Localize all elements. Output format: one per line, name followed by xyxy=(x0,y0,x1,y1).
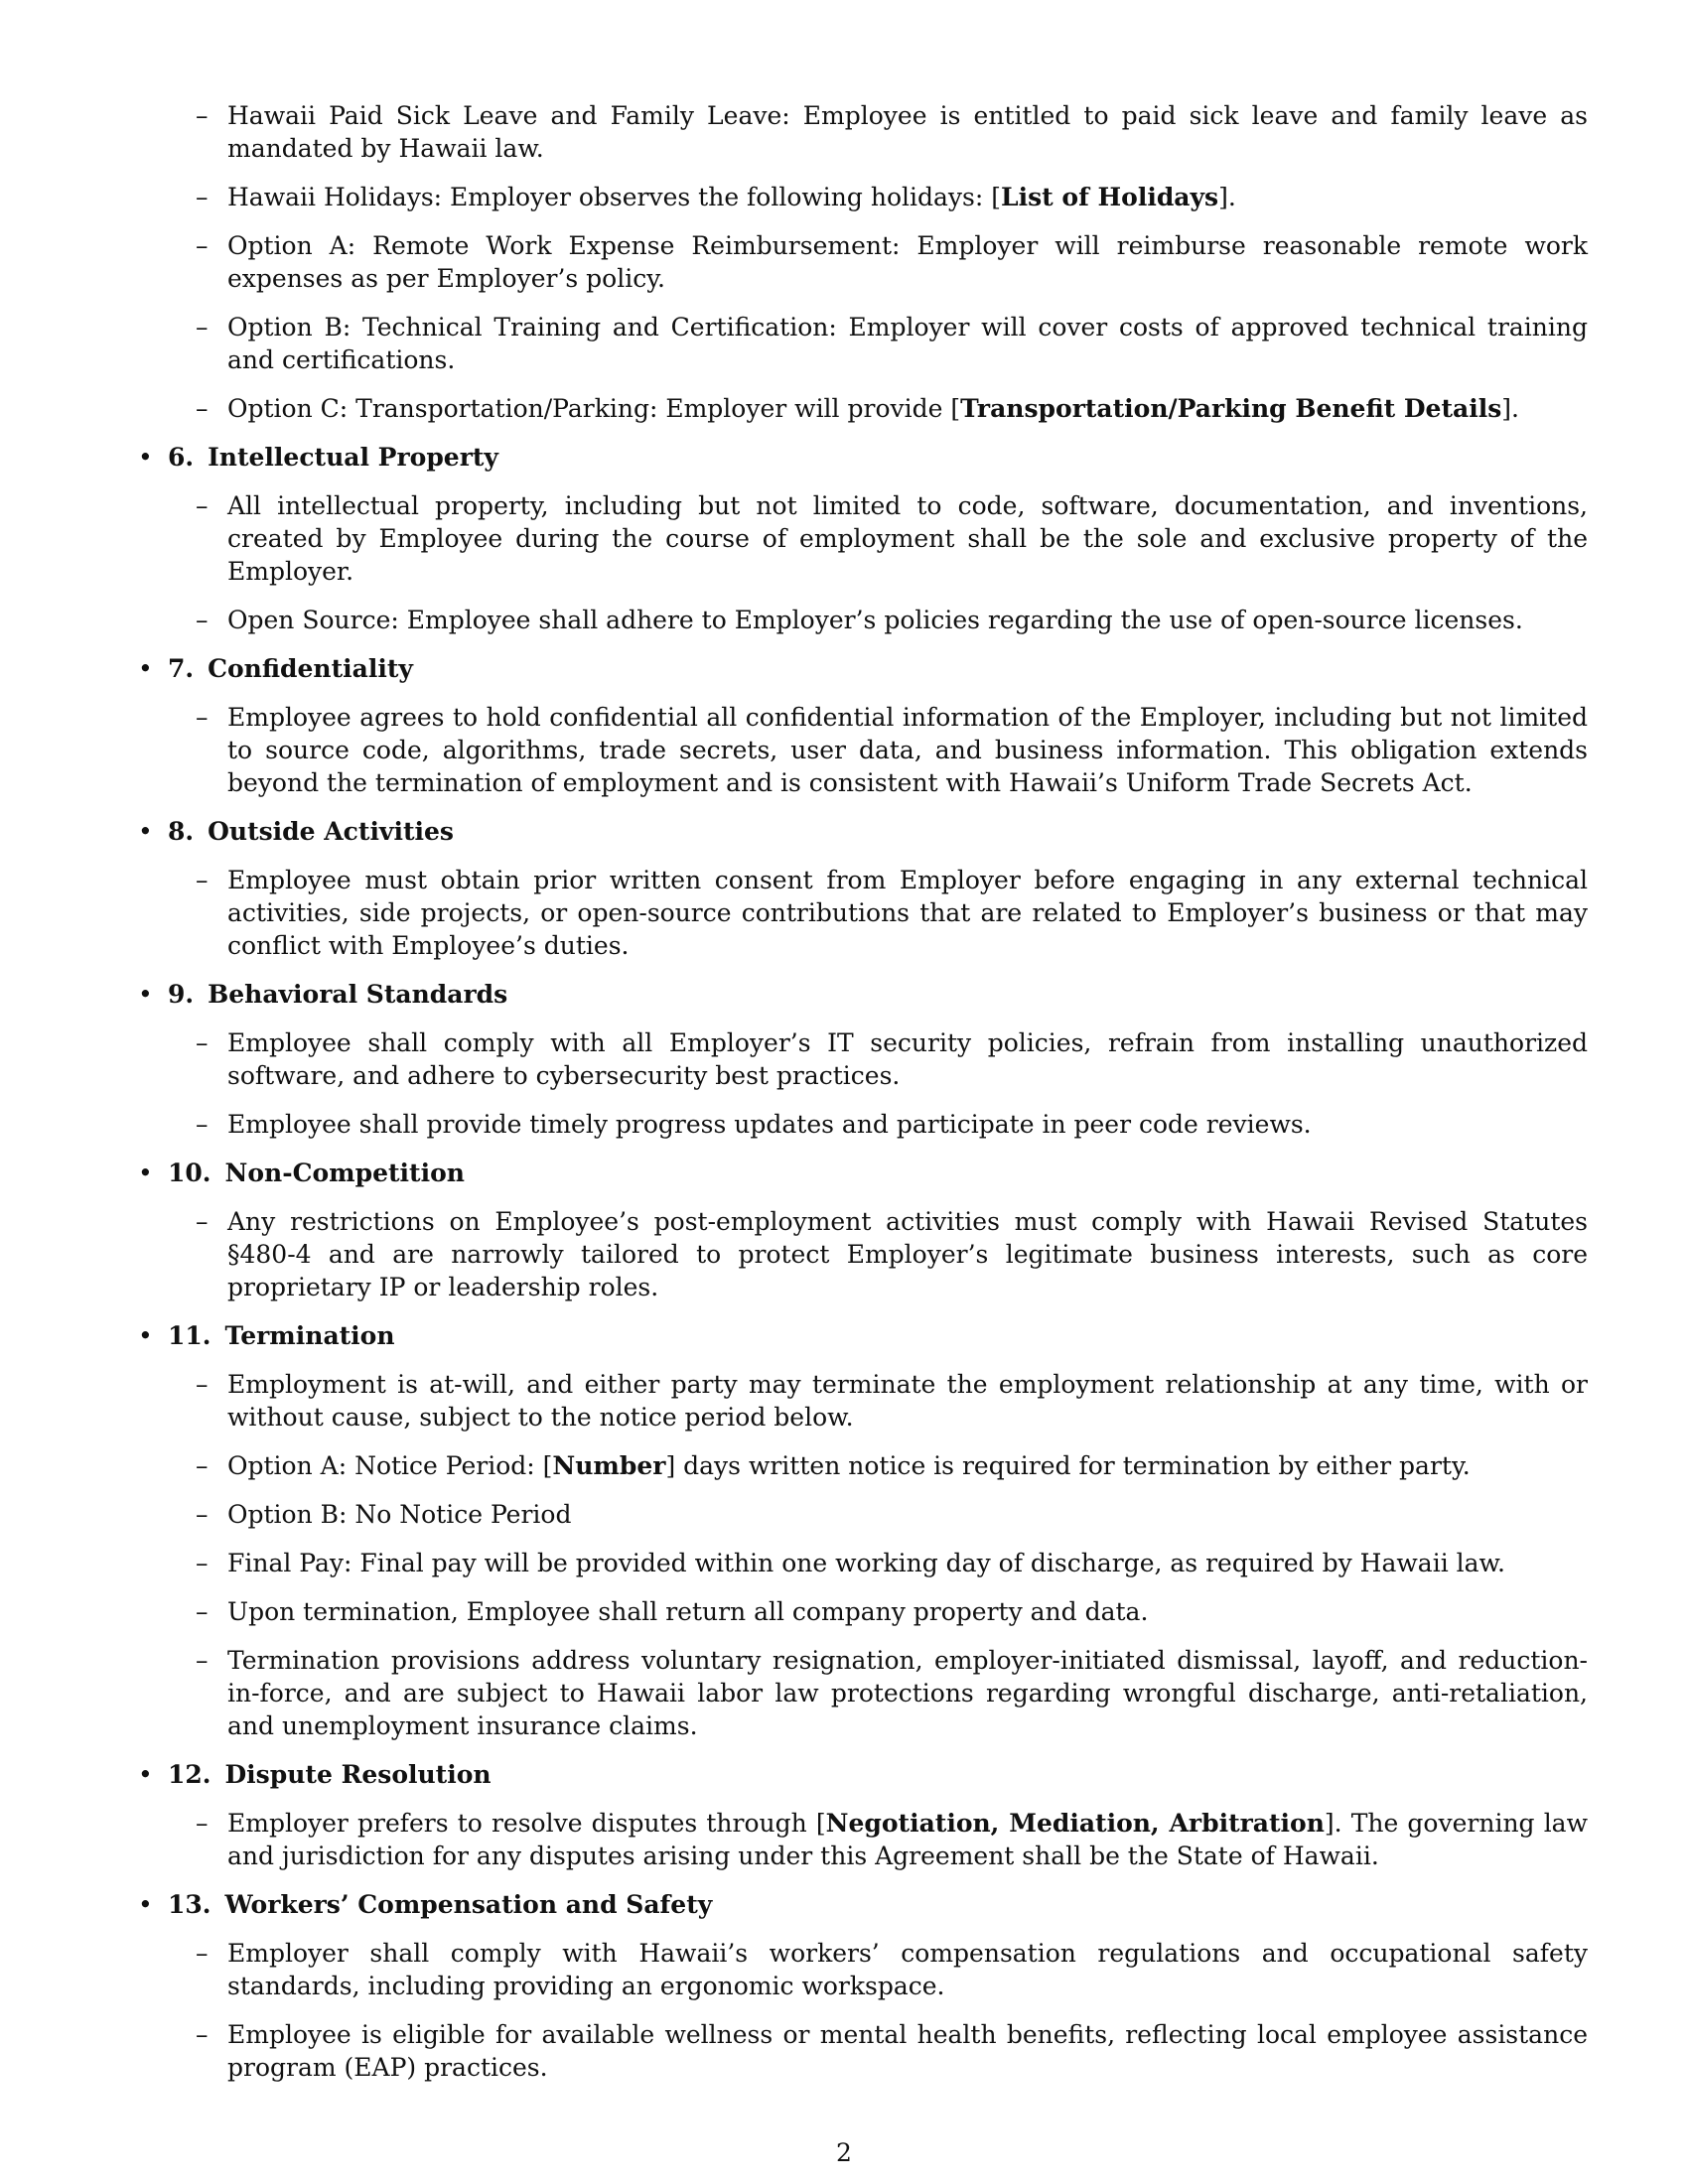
item-text: ]. The governing law and jurisdiction for any disputes arising under this Agreement shall be the State of Hawaii. xyxy=(227,1809,1588,1870)
placeholder-field: Negotiation, Mediation, Arbitration xyxy=(825,1809,1325,1838)
section-heading xyxy=(138,441,1588,474)
dash-icon: – xyxy=(196,491,209,520)
list-item xyxy=(138,1368,1588,1433)
section-number: 13. xyxy=(168,1890,211,1919)
section-title: Workers’ Compensation and Safety xyxy=(224,1890,713,1919)
placeholder-field: List of Holidays xyxy=(1001,183,1219,211)
item-text: Employee is eligible for available wellness or mental health benefits, reflecting local employee assistance program (EAP) practices. xyxy=(227,2020,1588,2082)
list-item xyxy=(138,1498,1588,1531)
item-text: [ xyxy=(950,394,961,423)
dash-icon: – xyxy=(196,1549,209,1577)
dash-icon: – xyxy=(196,606,209,634)
section-title: Non-Competition xyxy=(224,1159,465,1187)
dash-icon: – xyxy=(196,703,209,732)
section-title: Dispute Resolution xyxy=(224,1760,492,1789)
item-text: Option A: Remote Work Expense Reimbursement: Employer will reimburse reasonable remote work expenses as per Employer’s policy. xyxy=(227,231,1588,293)
item-text: Option B: Technical Training and Certification: Employer will cover costs of approved technical training and certifications. xyxy=(227,313,1588,374)
dash-icon: – xyxy=(196,1451,209,1480)
item-text: Hawaii Holidays: Employer observes the following holidays: xyxy=(227,183,992,211)
dash-icon: – xyxy=(196,231,209,260)
item-text: Employee shall provide timely progress updates and participate in peer code reviews. xyxy=(227,1110,1312,1139)
section-number: 7. xyxy=(168,654,195,683)
dash-icon: – xyxy=(196,101,209,130)
item-text: [ xyxy=(542,1451,553,1480)
dash-icon: – xyxy=(196,1110,209,1139)
dash-icon: – xyxy=(196,1370,209,1399)
list-item xyxy=(138,1644,1588,1742)
list-item xyxy=(138,1807,1588,1872)
bullet-icon: • xyxy=(138,1321,153,1350)
bullet-icon: • xyxy=(138,443,153,472)
section-number: 10. xyxy=(168,1159,211,1187)
list-item xyxy=(138,181,1588,213)
section-heading xyxy=(138,1157,1588,1189)
placeholder-field: Transportation/Parking Benefit Details xyxy=(960,394,1502,423)
list-item xyxy=(138,1937,1588,2002)
section-title: Behavioral Standards xyxy=(208,980,508,1009)
section-title: Termination xyxy=(224,1321,395,1350)
item-text: Employee shall comply with all Employer’s IT security policies, refrain from installing unauthorized software, and adhere to cybersecurity best practices. xyxy=(227,1028,1588,1090)
item-text: Any restrictions on Employee’s post-employment activities must comply with Hawaii Revised Statutes §480-4 and are narrowly tailored to protect Employer’s legitimate business interests, such as core proprietary IP or leadership roles. xyxy=(227,1207,1588,1301)
list-item xyxy=(138,604,1588,636)
list-item xyxy=(138,1108,1588,1141)
section-heading xyxy=(138,1888,1588,1921)
document-body xyxy=(138,99,1588,2100)
list-item xyxy=(138,99,1588,165)
bullet-icon: • xyxy=(138,817,153,846)
section-number: 12. xyxy=(168,1760,211,1789)
item-text: Termination provisions address voluntary resignation, employer-initiated dismissal, layoff, and reduction-in-force, and are subject to Hawaii labor law protections regarding wrongful discharge, anti-retaliation, and unemployment insurance claims. xyxy=(227,1646,1588,1740)
item-text: All intellectual property, including but not limited to code, software, documentation, and inventions, created by Employee during the course of employment shall be the sole and exclusive property of the Employer. xyxy=(227,491,1588,586)
section-heading xyxy=(138,1319,1588,1352)
item-text: ]. xyxy=(1218,183,1236,211)
item-text: [ xyxy=(991,183,1001,211)
dash-icon: – xyxy=(196,2020,209,2049)
section-heading xyxy=(138,652,1588,685)
item-text: Option B: No Notice Period xyxy=(227,1500,572,1529)
dash-icon: – xyxy=(196,1500,209,1529)
list-item xyxy=(138,864,1588,962)
list-item xyxy=(138,701,1588,799)
section-heading xyxy=(138,978,1588,1011)
section-title: Intellectual Property xyxy=(208,443,498,472)
list-item xyxy=(138,1205,1588,1303)
list-item xyxy=(138,311,1588,376)
dash-icon: – xyxy=(196,313,209,341)
list-item xyxy=(138,1449,1588,1482)
dash-icon: – xyxy=(196,1207,209,1236)
bullet-icon: • xyxy=(138,1159,153,1187)
item-text: Employer shall comply with Hawaii’s workers’ compensation regulations and occupational safety standards, including providing an ergonomic workspace. xyxy=(227,1939,1588,2000)
item-text: ] days written notice is required for termination by either party. xyxy=(665,1451,1471,1480)
item-text: Hawaii Paid Sick Leave and Family Leave: Employee is entitled to paid sick leave and family leave as mandated by Hawaii law. xyxy=(227,101,1588,163)
bullet-icon: • xyxy=(138,980,153,1009)
list-item xyxy=(138,392,1588,425)
section-number: 6. xyxy=(168,443,195,472)
bullet-icon: • xyxy=(138,654,153,683)
page-number: 2 xyxy=(836,2138,852,2167)
bullet-icon: • xyxy=(138,1890,153,1919)
dash-icon: – xyxy=(196,866,209,894)
dash-icon: – xyxy=(196,183,209,211)
item-text: Employee agrees to hold confidential all confidential information of the Employer, including but not limited to source code, algorithms, trade secrets, user data, and business information. This obligation extends beyond the termination of employment and is consistent with Hawaii’s Uniform Trade Secrets Act. xyxy=(227,703,1588,797)
dash-icon: – xyxy=(196,1597,209,1626)
section-title: Outside Activities xyxy=(208,817,454,846)
section-number: 11. xyxy=(168,1321,211,1350)
section-heading xyxy=(138,1758,1588,1791)
item-text: Open Source: Employee shall adhere to Employer’s policies regarding the use of open-source licenses. xyxy=(227,606,1523,634)
dash-icon: – xyxy=(196,1939,209,1968)
item-text: Employer prefers to resolve disputes through xyxy=(227,1809,816,1838)
item-text: Final Pay: Final pay will be provided within one working day of discharge, as required by Hawaii law. xyxy=(227,1549,1505,1577)
dash-icon: – xyxy=(196,1028,209,1057)
bullet-icon: • xyxy=(138,1760,153,1789)
section-number: 8. xyxy=(168,817,195,846)
section-title: Confidentiality xyxy=(208,654,413,683)
placeholder-field: Number xyxy=(552,1451,666,1480)
list-item xyxy=(138,1026,1588,1092)
dash-icon: – xyxy=(196,394,209,423)
list-item xyxy=(138,229,1588,295)
dash-icon: – xyxy=(196,1809,209,1838)
list-item xyxy=(138,2018,1588,2084)
list-item xyxy=(138,1547,1588,1579)
item-text: Employment is at-will, and either party may terminate the employment relationship at any time, with or without cause, subject to the notice period below. xyxy=(227,1370,1588,1432)
list-item xyxy=(138,1595,1588,1628)
section-heading xyxy=(138,815,1588,848)
item-text: [ xyxy=(815,1809,826,1838)
item-text: ]. xyxy=(1501,394,1519,423)
section-number: 9. xyxy=(168,980,195,1009)
dash-icon: – xyxy=(196,1646,209,1675)
item-text: Option A: Notice Period: xyxy=(227,1451,543,1480)
list-item xyxy=(138,489,1588,588)
item-text: Employee must obtain prior written consent from Employer before engaging in any external technical activities, side projects, or open-source contributions that are related to Employer’s business or that may conflict with Employee’s duties. xyxy=(227,866,1588,960)
item-text: Option C: Transportation/Parking: Employer will provide xyxy=(227,394,951,423)
item-text: Upon termination, Employee shall return all company property and data. xyxy=(227,1597,1149,1626)
